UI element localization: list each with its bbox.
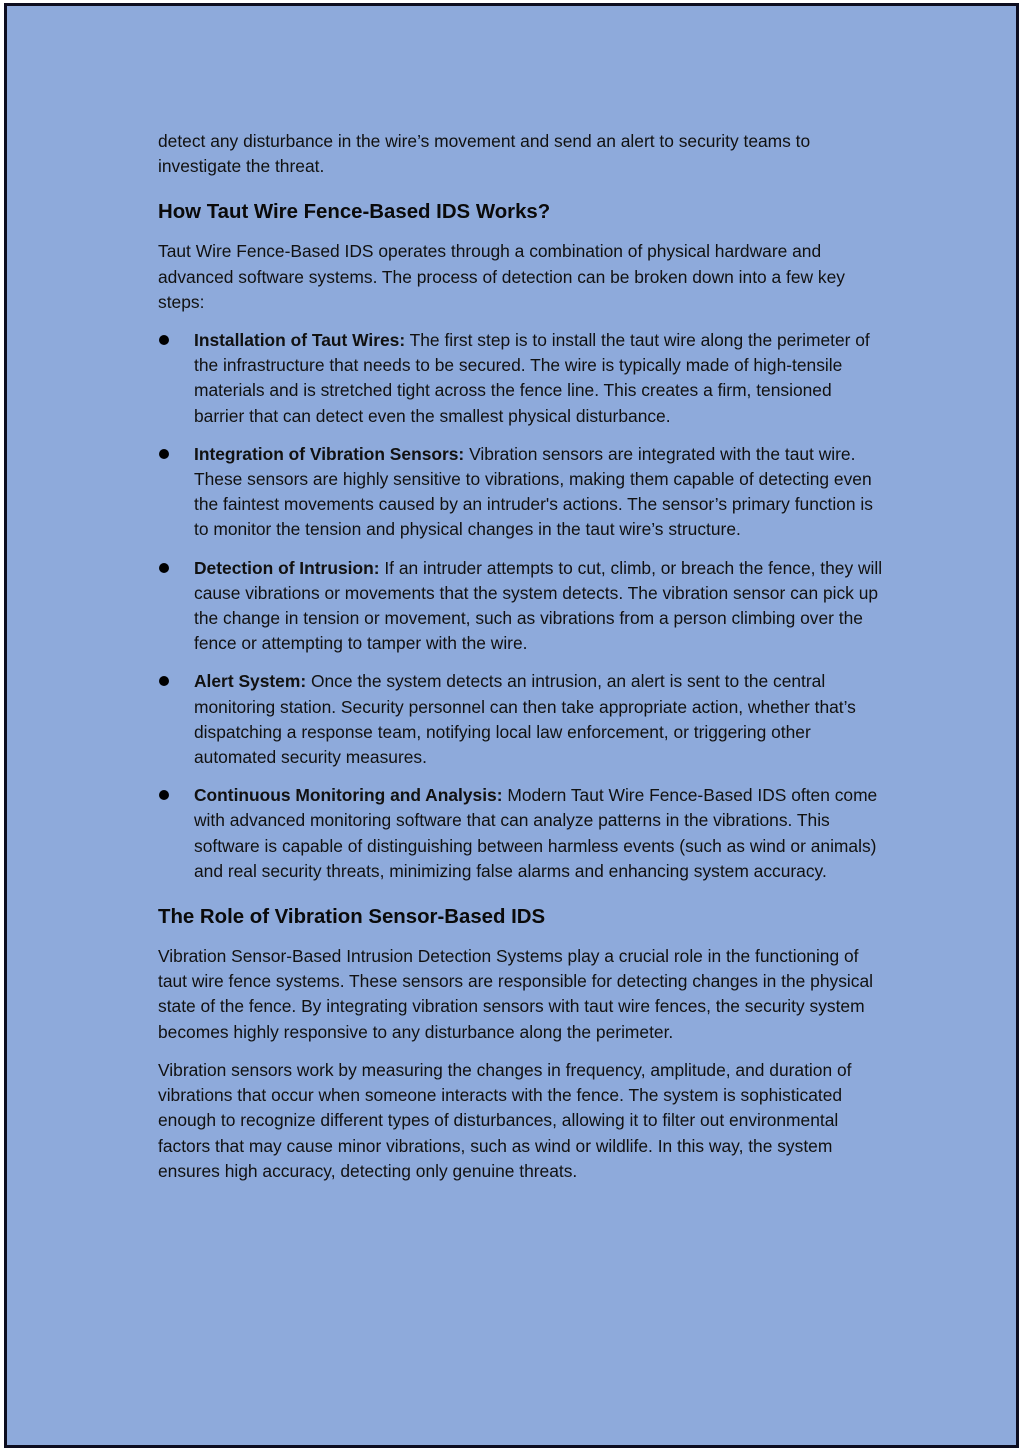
section-heading-vibration-role: The Role of Vibration Sensor-Based IDS — [158, 906, 546, 929]
step-text: The first step is to install the taut wire along the perimeter of the infrastructure that needs to be secured. The wire is typically made of high-tensile materials and is stretched tight across the fence line. This creates a firm, tensioned barrier that can detect even the smallest physical disturbance. — [194, 330, 870, 426]
bullet-icon — [159, 449, 169, 459]
bullet-icon — [159, 335, 169, 345]
bullet-icon — [159, 563, 169, 573]
bullet-icon — [159, 676, 169, 686]
step-text: Once the system detects an intrusion, an alert is sent to the central monitoring station. Security personnel can then take appropriate action, whether that’s dispatching a response team, notifying local law enforcement, or triggering other automated security measures. — [194, 671, 856, 768]
step-term: Integration of Vibration Sensors: — [194, 443, 465, 464]
page-frame — [4, 3, 1019, 1448]
list-item — [158, 783, 884, 884]
intro-continuation-paragraph: detect any disturbance in the wire’s movement and send an alert to security teams to investigate the threat. — [158, 131, 811, 177]
step-text: If an intruder attempts to cut, climb, or breach the fence, they will cause vibrations or movements that the system detects. The vibration sensor can pick up the change in tension or movement, such as vibrations from a person climbing over the fence or attempting to tamper with the wire. — [194, 557, 883, 654]
list-item — [158, 328, 884, 429]
section-intro-paragraph: Taut Wire Fence-Based IDS operates through a combination of physical hardware and advanced software systems. The process of detection can be broken down into a few key steps: — [158, 241, 845, 312]
step-text: Vibration sensors are integrated with the taut wire. These sensors are highly sensitive to vibrations, making them capable of detecting even the faintest movements caused by an intruder's actions. The sensor’s primary function is to monitor the tension and physical changes in the taut wire’s structure. — [194, 443, 873, 540]
section-heading-how-it-works: How Taut Wire Fence-Based IDS Works? — [158, 201, 551, 224]
step-term: Continuous Monitoring and Analysis: — [194, 785, 503, 806]
body-paragraph: Vibration sensors work by measuring the changes in frequency, amplitude, and duration of vibrations that occur when someone interacts with the fence. The system is sophisticated enough to recognize different types of disturbances, allowing it to filter out environmental factors that may cause minor vibrations, such as wind or wildlife. In this way, the system ensures high accuracy, detecting only genuine threats. — [158, 1059, 852, 1181]
list-item — [158, 669, 884, 770]
step-term: Detection of Intrusion: — [194, 557, 380, 578]
step-term: Installation of Taut Wires: — [194, 330, 406, 351]
step-text: Modern Taut Wire Fence-Based IDS often come with advanced monitoring software that can analyze patterns in the vibrations. This software is capable of distinguishing between harmless events (such as wind or animals) and real security threats, minimizing false alarms and enhancing system accuracy. — [194, 785, 878, 881]
list-item — [158, 442, 884, 543]
body-paragraph: Vibration Sensor-Based Intrusion Detection Systems play a crucial role in the functioning of taut wire fence systems. These sensors are responsible for detecting changes in the physical state of the fence. By integrating vibration sensors with taut wire fences, the security system becomes highly responsive to any disturbance along the perimeter. — [158, 946, 874, 1042]
steps-list — [158, 328, 884, 884]
document-body — [158, 129, 884, 1197]
step-term: Alert System: — [194, 671, 307, 692]
bullet-icon — [159, 790, 169, 800]
list-item — [158, 556, 884, 657]
